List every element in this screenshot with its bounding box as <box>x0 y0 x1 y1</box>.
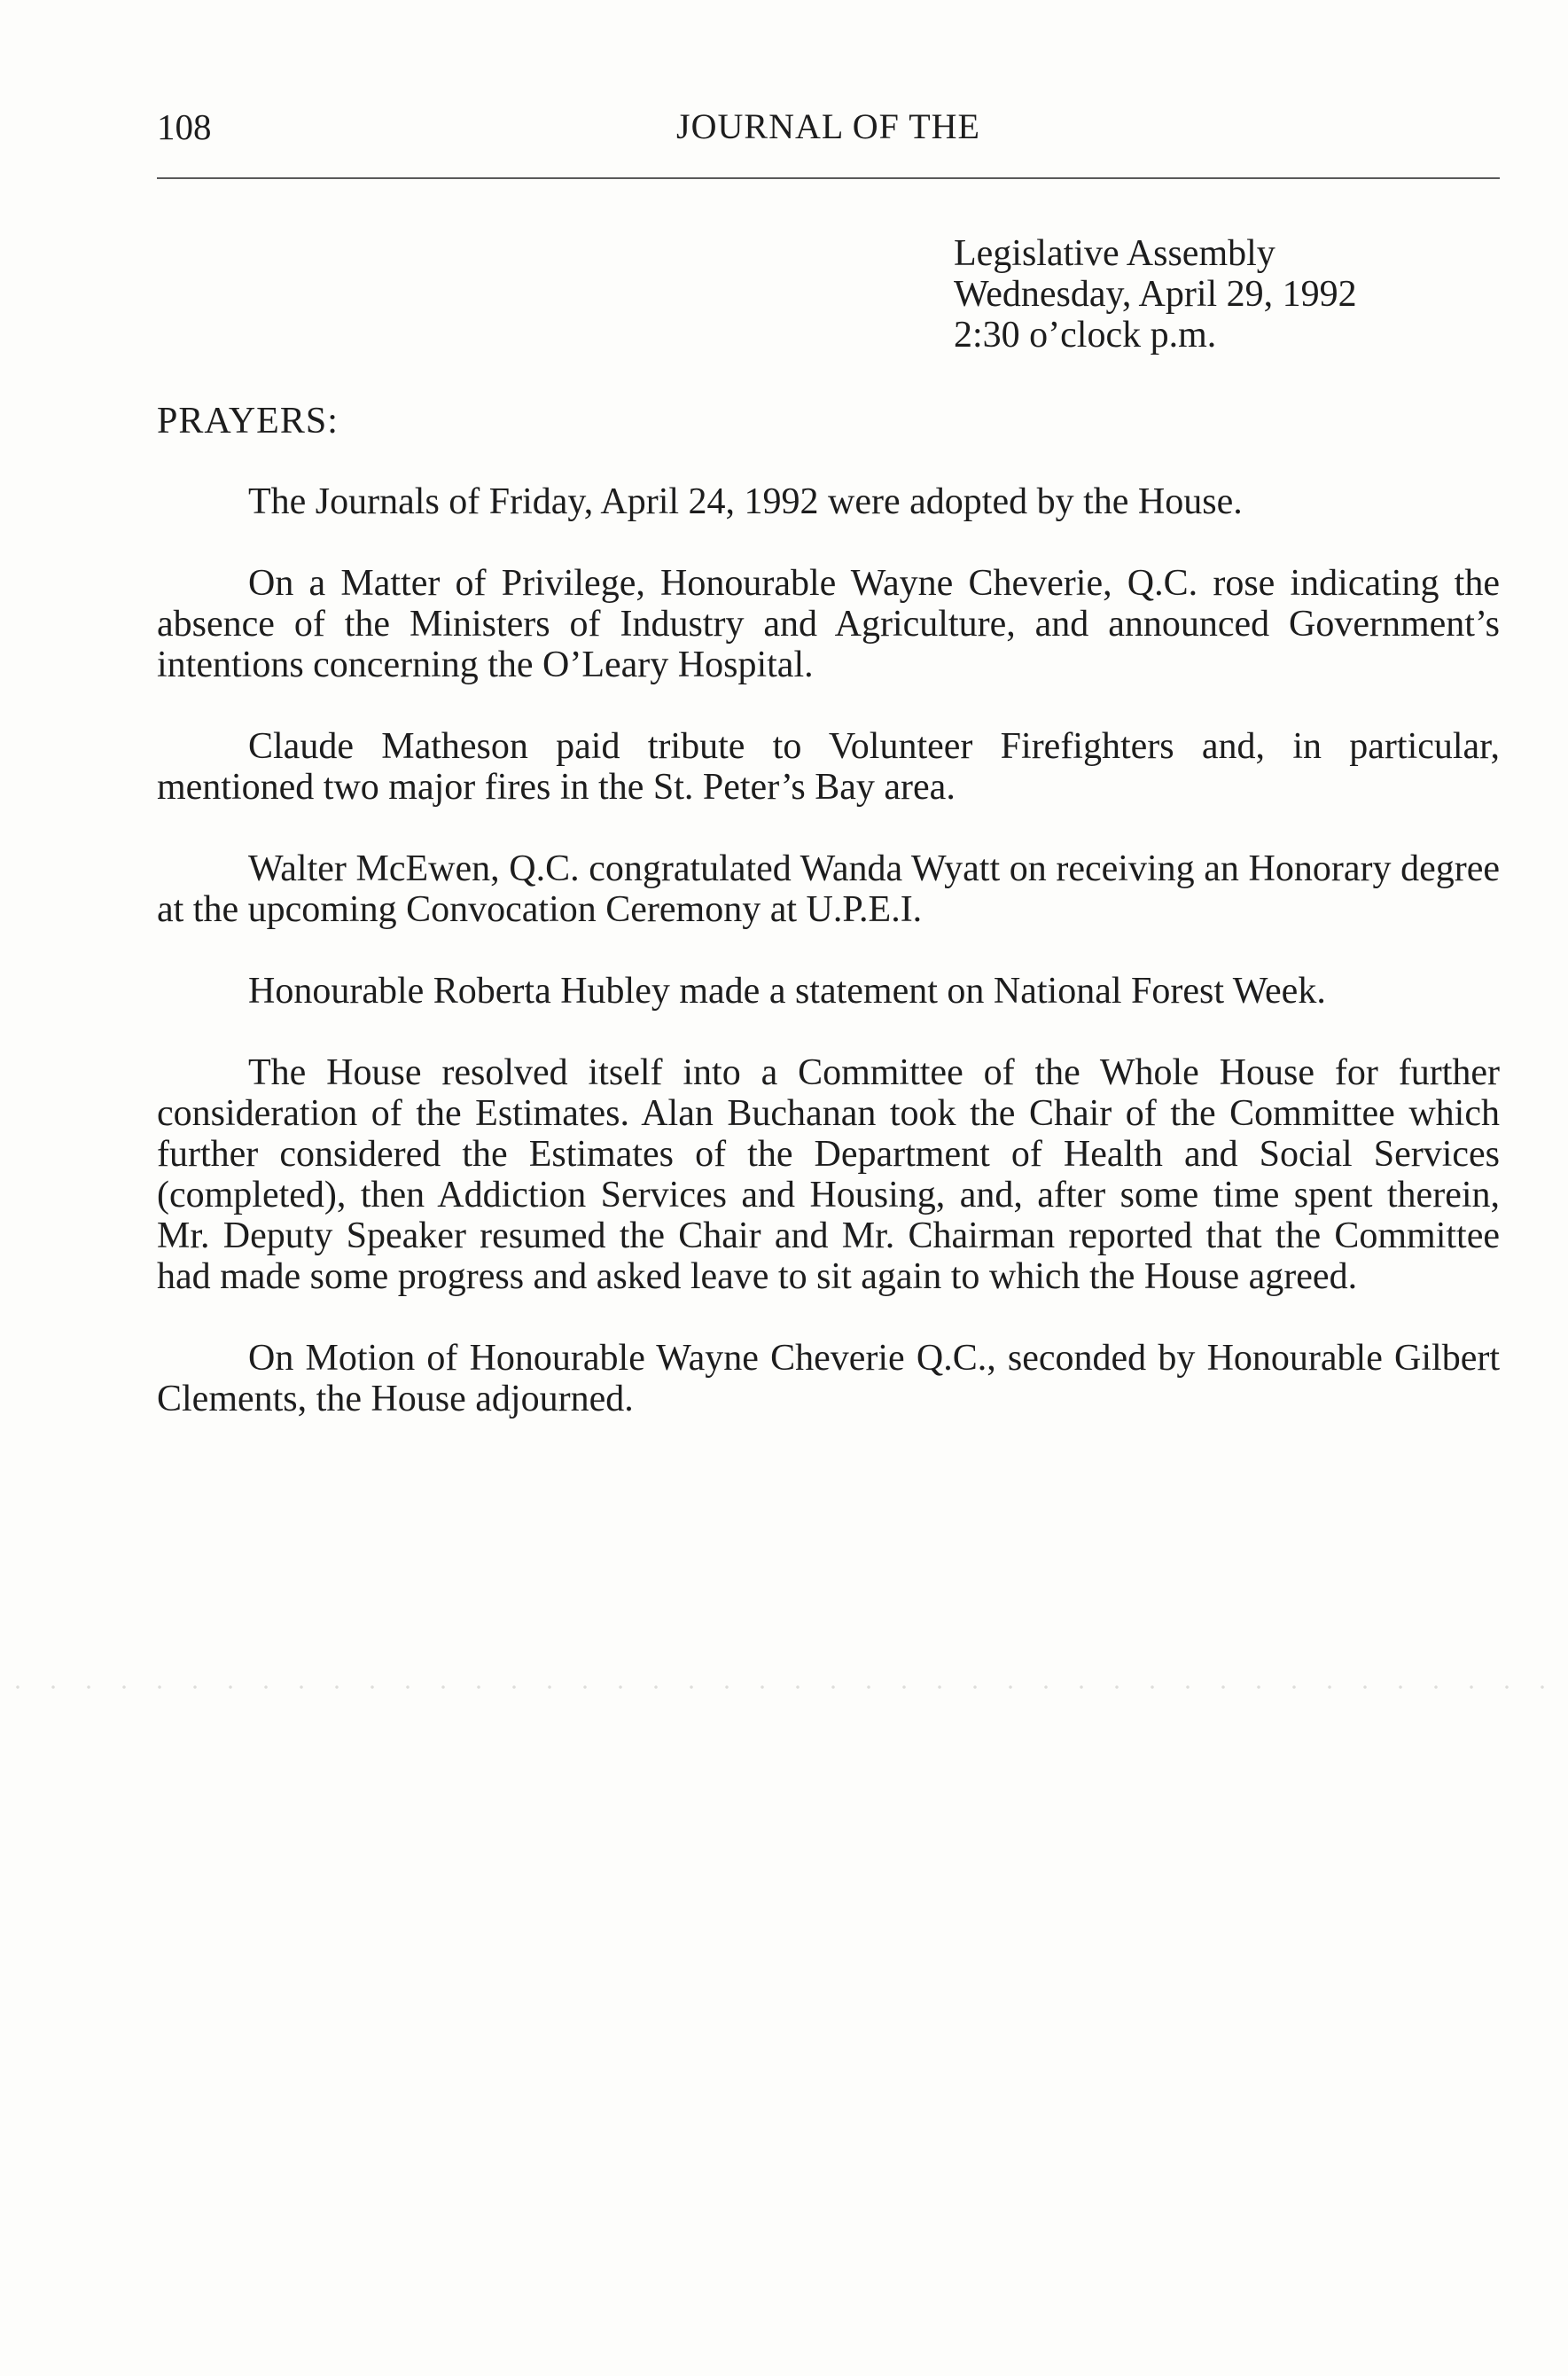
running-head: JOURNAL OF THE <box>676 106 980 146</box>
paragraph-journals-adopted: The Journals of Friday, April 24, 1992 were adopted by the House. <box>248 481 1243 522</box>
dateline-assembly: Legislative Assembly <box>954 233 1275 274</box>
paragraph-committee-of-whole: The House resolved itself into a Committee of the Whole House for further consideration of the Estimates. Alan Buchanan took the Chair of the Committee which further considered the Estimates of the Department of Health and Social Services (completed), then Addiction Services and Housing, and, after some time spent therein, Mr. Deputy Speaker resumed the Chair and Mr. Chairman reported that the Committee had made some progress and asked leave to sit again to which the House agreed. <box>157 1052 1500 1297</box>
paragraph-firefighters-tribute: Claude Matheson paid tribute to Volunteer Firefighters and, in particular, mentioned two major fires in the St. Peter’s Bay area. <box>157 726 1500 808</box>
paragraph-adjournment: On Motion of Honourable Wayne Cheverie Q.C., seconded by Honourable Gilbert Clements, the House adjourned. <box>157 1338 1500 1419</box>
header-rule <box>157 177 1500 179</box>
dateline-date: Wednesday, April 29, 1992 <box>954 274 1357 315</box>
paragraph-forest-week: Honourable Roberta Hubley made a statement on National Forest Week. <box>248 971 1326 1012</box>
paragraph-matter-of-privilege: On a Matter of Privilege, Honourable Wayne Cheverie, Q.C. rose indicating the absence of the Ministers of Industry and Agriculture, and announced Government’s intentions concerning the O’Leary Hospital. <box>157 563 1500 685</box>
prayers-heading: PRAYERS: <box>157 401 339 442</box>
dateline <box>954 233 1357 356</box>
page-number: 108 <box>157 106 212 147</box>
dateline-time: 2:30 o’clock p.m. <box>954 315 1217 356</box>
paragraph-honorary-degree: Walter McEwen, Q.C. congratulated Wanda Wyatt on receiving an Honorary degree at the upcoming Convocation Ceremony at U.P.E.I. <box>157 848 1500 930</box>
journal-body <box>157 481 1500 1460</box>
page-header <box>157 105 1500 149</box>
scan-artifact-dots <box>0 1678 1568 1696</box>
